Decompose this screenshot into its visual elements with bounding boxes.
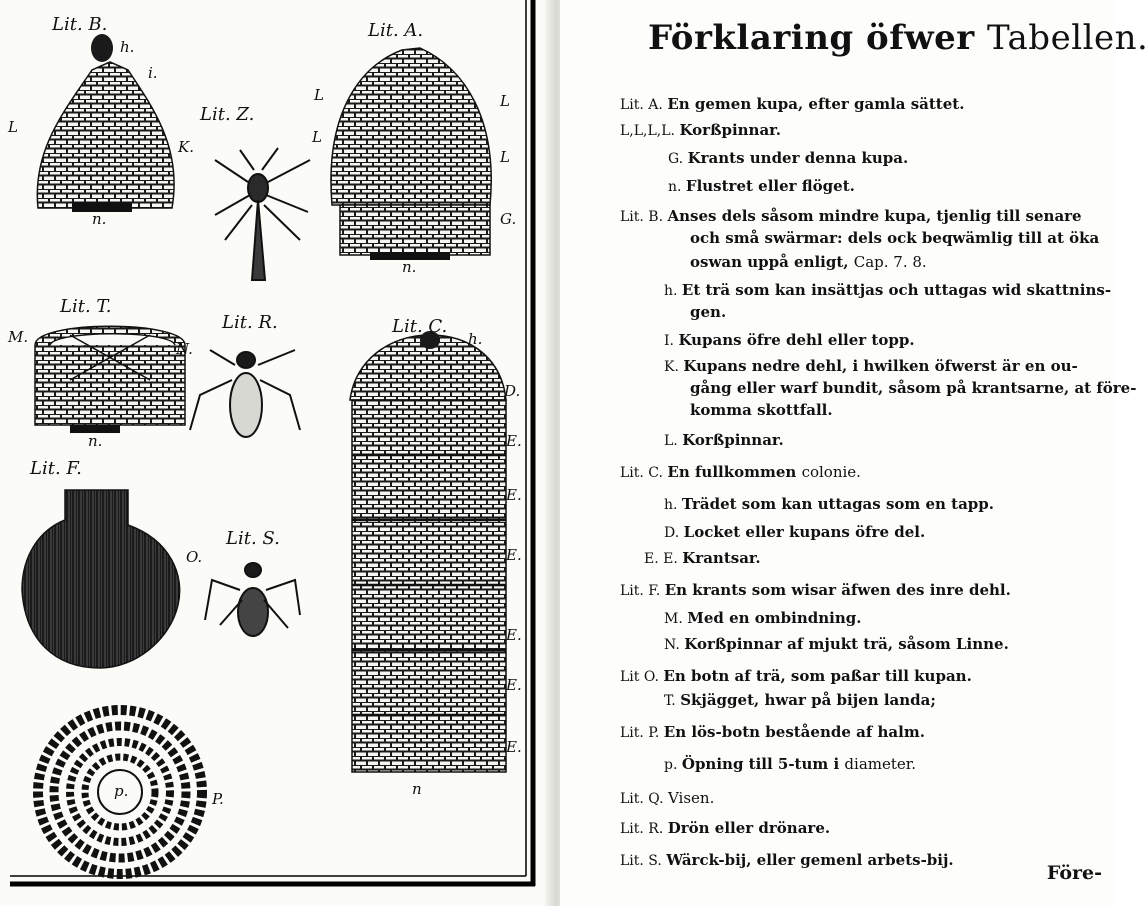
entry-text: Trädet som kan uttagas som en tapp. — [681, 495, 994, 513]
entry-text: Flustret eller flöget. — [685, 177, 855, 195]
label-a-l2: L — [500, 92, 510, 110]
label-t-n: n. — [88, 432, 103, 450]
catchword: Före- — [1046, 862, 1102, 884]
explanation-entry — [664, 356, 1078, 378]
label-a-g: G. — [500, 210, 517, 228]
explanation-entry — [620, 722, 925, 744]
entry-text: Kupans öfre dehl eller topp. — [678, 331, 915, 349]
entry-signature: G. — [668, 151, 688, 167]
label-c-e5: E. — [506, 676, 522, 694]
entry-text: Skjägget, hwar på bijen landa; — [680, 691, 936, 709]
entry-text: oswan uppå enligt, — [690, 253, 854, 271]
explanation-entry — [690, 228, 1099, 249]
explanation-entry — [664, 634, 1009, 656]
entry-signature: M. — [664, 611, 688, 627]
entry-text: En lös-botn bestående af halm. — [663, 723, 925, 741]
entry-signature: L. — [664, 433, 683, 449]
hive-c-figure — [350, 331, 506, 772]
label-t-m: M. — [8, 328, 29, 346]
label-b-i: i. — [148, 64, 158, 82]
explanation-entry — [620, 580, 1011, 602]
label-b-k: K. — [178, 138, 194, 156]
entry-signature: Lit. F. — [620, 583, 665, 599]
explanation-entry — [690, 400, 833, 421]
hive-b-figure — [37, 34, 174, 212]
label-b-l: L — [8, 118, 18, 136]
label-c-h: h. — [468, 330, 483, 348]
entry-signature: I. — [664, 333, 679, 349]
bee-z-figure — [215, 148, 310, 280]
entry-text: Anses dels såsom mindre kupa, tjenlig till senare — [667, 207, 1082, 225]
entry-signature: h. — [664, 283, 682, 299]
entry-signature: Lit. S. — [620, 853, 667, 869]
label-lit-s: Lit. S. — [226, 528, 280, 549]
label-r-n: N. — [176, 340, 193, 358]
entry-text: komma skottfall. — [690, 401, 833, 419]
entry-roman-text: colonie. — [801, 463, 861, 481]
entry-roman-text: Cap. 7. 8. — [853, 253, 927, 271]
page-title — [648, 18, 1148, 58]
label-p-side: P. — [212, 790, 224, 808]
explanation-entry — [690, 302, 726, 323]
label-lit-b: Lit. B. — [52, 14, 108, 35]
label-c-e4: E. — [506, 626, 522, 644]
explanation-entry — [690, 378, 1136, 399]
label-lit-a: Lit. A. — [368, 20, 424, 41]
entry-signature: L,L,L,L. — [620, 123, 680, 139]
explanation-entry — [664, 690, 936, 712]
explanation-entry — [664, 754, 916, 776]
label-c-e1: E. — [506, 432, 522, 450]
entry-signature: h. — [664, 497, 682, 513]
entry-text: Korßpinnar. — [682, 431, 784, 449]
label-c-e3: E. — [506, 546, 522, 564]
explanation-entry — [620, 818, 830, 840]
explanation-entry — [664, 280, 1111, 302]
entry-text: Locket eller kupans öfre del. — [683, 523, 926, 541]
entry-text: och små swärmar: dels ock beqwämlig till at öka — [690, 229, 1100, 247]
entry-signature: Lit. C. — [620, 465, 668, 481]
explanation-entry — [668, 148, 908, 170]
hive-a-figure — [331, 48, 491, 260]
explanation-entry — [620, 120, 781, 142]
explanation-entry — [644, 548, 761, 570]
label-c-e6: E. — [506, 738, 522, 756]
entry-signature: Lit. P. — [620, 725, 664, 741]
entry-roman-text: diameter. — [844, 755, 917, 773]
label-c-n: n — [412, 780, 422, 798]
label-lit-c: Lit. C. — [392, 316, 448, 337]
label-lit-r: Lit. R. — [222, 312, 278, 333]
entry-signature: T. — [664, 693, 681, 709]
label-c-d: D. — [504, 382, 521, 400]
ring-t-figure — [35, 326, 185, 433]
label-a-n: n. — [402, 258, 417, 276]
entry-text: gen. — [690, 303, 727, 321]
worker-s-figure — [205, 563, 300, 636]
explanation-entry — [664, 608, 861, 630]
entry-text: Krants under denna kupa. — [687, 149, 909, 167]
entry-text: gång eller warf bundit, såsom på krantsarne, at före- — [690, 379, 1137, 397]
label-b-n: n. — [92, 210, 107, 228]
explanation-entry — [620, 666, 972, 688]
entry-text: En gemen kupa, efter gamla sättet. — [667, 95, 965, 113]
board-f-figure — [22, 490, 180, 668]
entry-text: Kupans nedre dehl, i hwilken öfwerst är en ou- — [683, 357, 1078, 375]
label-a-l3: L — [312, 128, 322, 146]
entry-signature: E. E. — [644, 551, 683, 567]
label-lit-t: Lit. T. — [60, 296, 112, 317]
title-fraktur: Förklaring öfwer — [648, 18, 975, 58]
explanation-entry — [664, 494, 994, 516]
entry-text: Korßpinnar af mjukt trä, såsom Linne. — [684, 635, 1009, 653]
explanation-entry — [620, 206, 1082, 228]
entry-signature: D. — [664, 525, 684, 541]
explanation-entry — [620, 94, 964, 116]
entry-signature: p. — [664, 757, 682, 773]
drone-r-figure — [190, 350, 300, 437]
explanation-entry — [690, 252, 927, 273]
entry-text: En krants som wisar äfwen des inre dehl. — [664, 581, 1011, 599]
label-b-h: h. — [120, 38, 135, 56]
entry-signature: K. — [664, 359, 684, 375]
label-lit-f: Lit. F. — [30, 458, 82, 479]
entry-text: Wärck-bij, eller gemenl arbets-bij. — [666, 851, 954, 869]
entry-signature: Lit. Q. — [620, 791, 668, 807]
explanation-entry — [620, 462, 861, 484]
label-lit-z: Lit. Z. — [200, 104, 255, 125]
entry-text: En fullkommen — [667, 463, 802, 481]
label-c-e2: E. — [506, 486, 522, 504]
entry-text: Med en ombindning. — [687, 609, 862, 627]
title-roman: Tabellen. — [987, 18, 1148, 58]
explanation-entry — [664, 430, 784, 452]
entry-signature: Lit O. — [620, 669, 664, 685]
entry-signature: n. — [668, 179, 686, 195]
label-f-o: O. — [186, 548, 203, 566]
entry-text: Öpning till 5-tum i — [681, 755, 845, 773]
explanation-entry — [664, 522, 925, 544]
entry-signature: N. — [664, 637, 685, 653]
explanation-entry — [668, 176, 855, 198]
entry-text: Korßpinnar. — [679, 121, 781, 139]
left-page-plate — [0, 0, 560, 906]
label-a-l4: L — [500, 148, 510, 166]
entry-signature: Lit. B. — [620, 209, 668, 225]
label-a-l1: L — [314, 86, 324, 104]
entry-signature: Lit. R. — [620, 821, 668, 837]
entry-text: En botn af trä, som paßar till kupan. — [663, 667, 972, 685]
entry-text: Krantsar. — [682, 549, 761, 567]
label-p-center: p. — [114, 782, 129, 800]
explanation-entry — [620, 788, 714, 810]
entry-text: Et trä som kan insättjas och uttagas wid skattnins- — [681, 281, 1112, 299]
entry-signature: Lit. A. — [620, 97, 668, 113]
entry-text: Drön eller drönare. — [667, 819, 831, 837]
explanation-entry — [664, 330, 915, 352]
entry-roman-text: Visen. — [667, 789, 715, 807]
explanation-entry — [620, 850, 954, 872]
